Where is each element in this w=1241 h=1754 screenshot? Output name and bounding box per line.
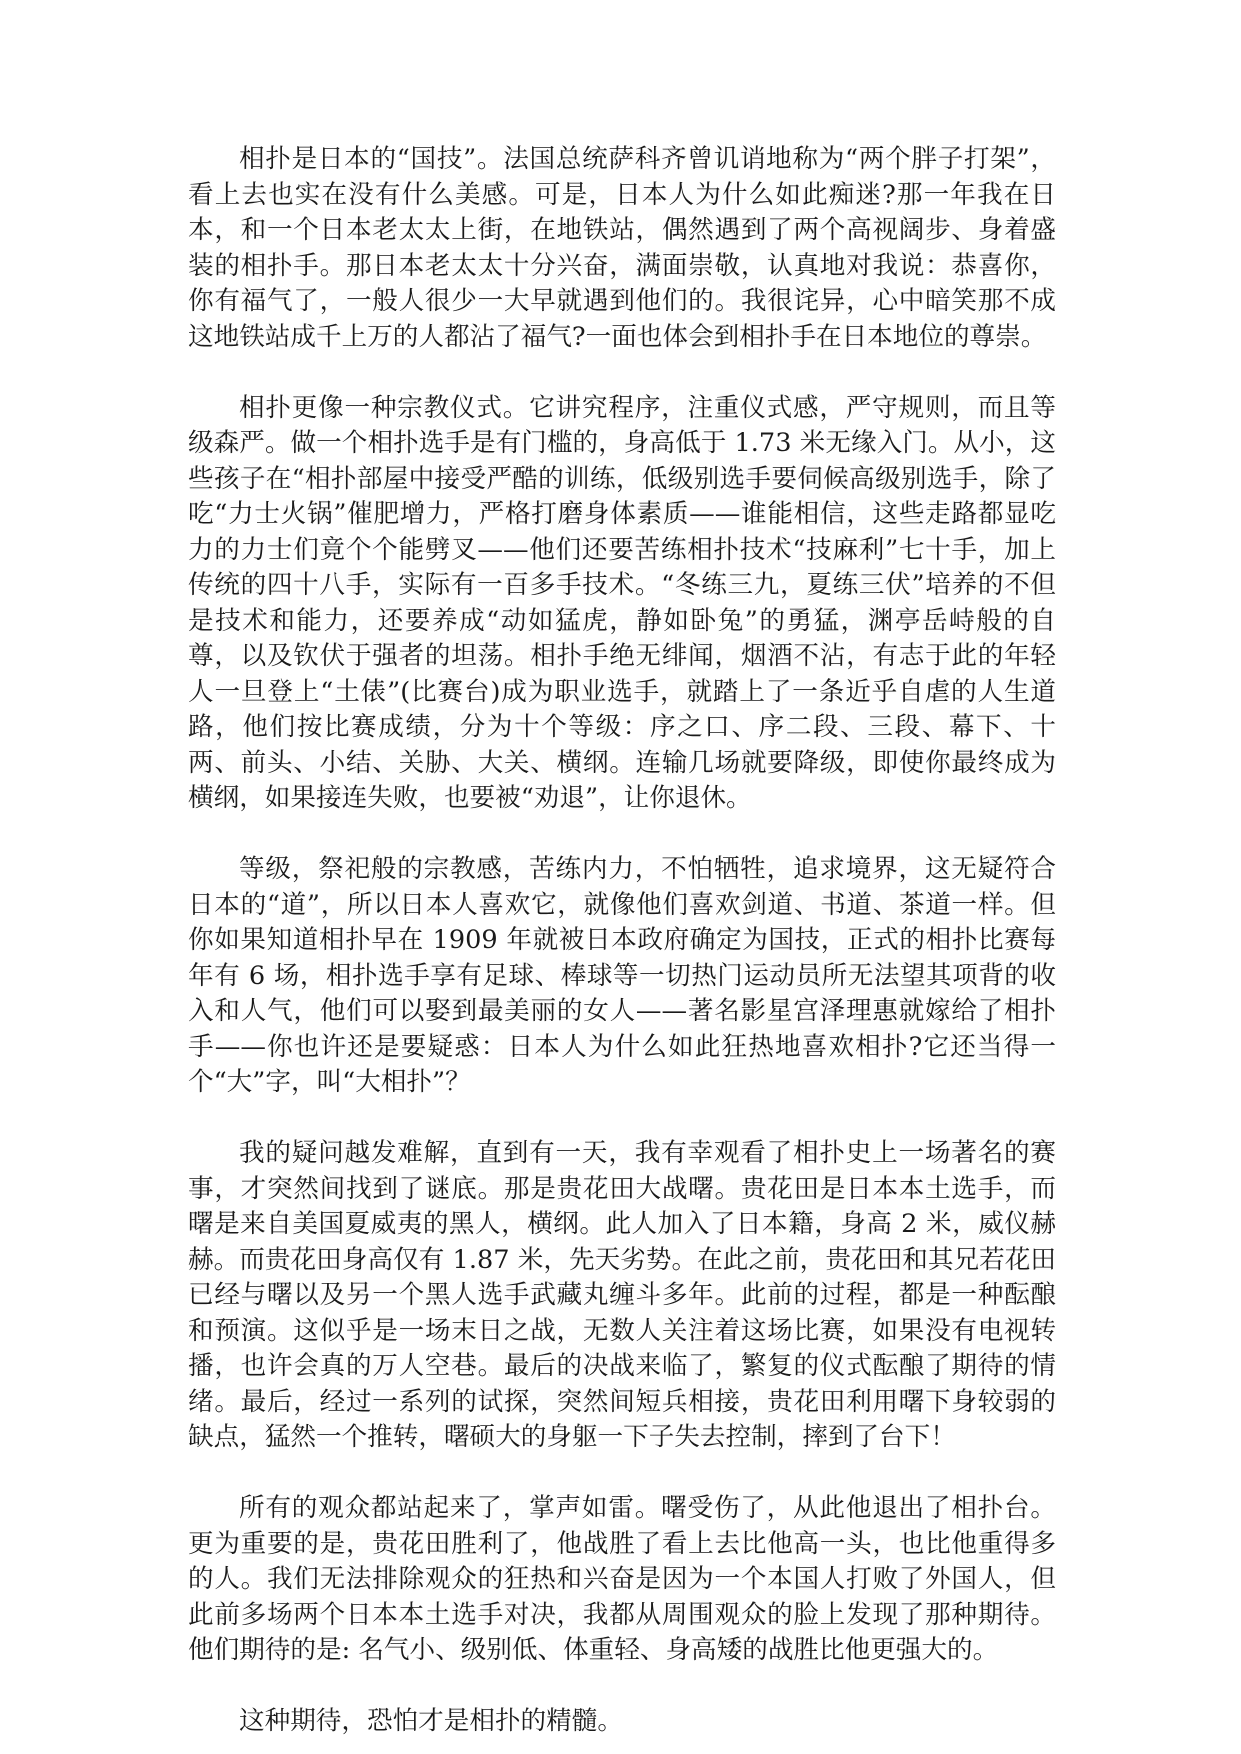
- paragraph-6: 这种期待，恐怕才是相扑的精髓。: [239, 1706, 623, 1736]
- paragraph-1: 相扑是日本的“国技”。法国总统萨科齐曾讥诮地称为“两个胖子打架”，看上去也实在没有什么美感。可是，日本人为什么如此痴迷?那一年我在日本，和一个日本老太太上街，在地铁站，偶然遇到了两个高视阔步、身着盛装的相扑手。那日本老太太十分兴奋，满面崇敬，认真地对我说：恭喜你，你有福气了，一般人很少一大早就遇到他们的。我很诧异，心中暗笑那不成这地铁站成千上万的人都沾了福气?一面也体会到相扑手在日本地位的尊崇。: [188, 144, 1056, 352]
- paragraph-spacer: [188, 1669, 1056, 1705]
- paragraph-spacer: [188, 817, 1056, 853]
- paragraph-4: 我的疑问越发难解，直到有一天，我有幸观看了相扑史上一场著名的赛事，才突然间找到了谜底。那是贵花田大战曙。贵花田是日本本土选手，而曙是来自美国夏威夷的黑人，横纲。此人加入了日本籍，身高 2 米，威仪赫赫。而贵花田身高仅有 1.87 米，先天劣势。在此之前，贵花田和其兄若花田已经与曙以及另一个黑人选手武藏丸缠斗多年。此前的过程，都是一种酝酿和预演。这似乎是一场末日之战，无数人关注着这场比赛，如果没有电视转播，也许会真的万人空巷。最后的决战来临了，繁复的仪式酝酿了期待的情绪。最后，经过一系列的试探，突然间短兵相接，贵花田利用曙下身较弱的缺点，猛然一个推转，曙硕大的身躯一下子失去控制，摔到了台下！: [188, 1138, 1056, 1452]
- paragraph-2: 相扑更像一种宗教仪式。它讲究程序，注重仪式感，严守规则，而且等级森严。做一个相扑选手是有门槛的，身高低于 1.73 米无缘入门。从小，这些孩子在“相扑部屋中接受严酷的训练，低级别选手要伺候高级别选手，除了吃“力士火锅”催肥增力，严格打磨身体素质——谁能相信，这些走路都显吃力的力士们竟个个能劈叉——他们还要苦练相扑技术“技麻利”七十手，加上传统的四十八手，实际有一百多手技术。“冬练三九，夏练三伏”培养的不但是技术和能力，还要养成“动如猛虎，静如卧兔”的勇猛，渊亭岳峙般的自尊，以及钦伏于强者的坦荡。相扑手绝无绯闻，烟酒不沾，有志于此的年轻人一旦登上“土俵”(比赛台)成为职业选手，就踏上了一条近乎自虐的人生道路，他们按比赛成绩，分为十个等级：序之口、序二段、三段、幕下、十两、前头、小结、关胁、大关、横纲。连输几场就要降级，即使你最终成为横纲，如果接连失败，也要被“劝退”，让你退休。: [188, 392, 1056, 813]
- paragraph-spacer: [188, 1101, 1056, 1137]
- paragraph-spacer: [188, 355, 1056, 391]
- paragraph-3: 等级，祭祀般的宗教感，苦练内力，不怕牺牲，追求境界，这无疑符合日本的“道”，所以日本人喜欢它，就像他们喜欢剑道、书道、茶道一样。但你如果知道相扑早在 1909 年就被日本政府确定为国技，正式的相扑比赛每年有 6 场，相扑选手享有足球、棒球等一切热门运动员所无法望其项背的收入和人气，他们可以娶到最美丽的女人——著名影星宫泽理惠就嫁给了相扑手——你也许还是要疑惑：日本人为什么如此狂热地喜欢相扑?它还当得一个“大”字，叫“大相扑”？: [188, 854, 1056, 1097]
- article-body: [188, 142, 1056, 1740]
- paragraph-spacer: [188, 1456, 1056, 1492]
- paragraph-5: 所有的观众都站起来了，掌声如雷。曙受伤了，从此他退出了相扑台。更为重要的是，贵花田胜利了，他战胜了看上去比他高一头，也比他重得多的人。我们无法排除观众的狂热和兴奋是因为一个本国人打败了外国人，但此前多场两个日本本土选手对决，我都从周围观众的脸上发现了那种期待。他们期待的是: 名气小、级别低、体重轻、身高矮的战胜比他更强大的。: [188, 1493, 1056, 1665]
